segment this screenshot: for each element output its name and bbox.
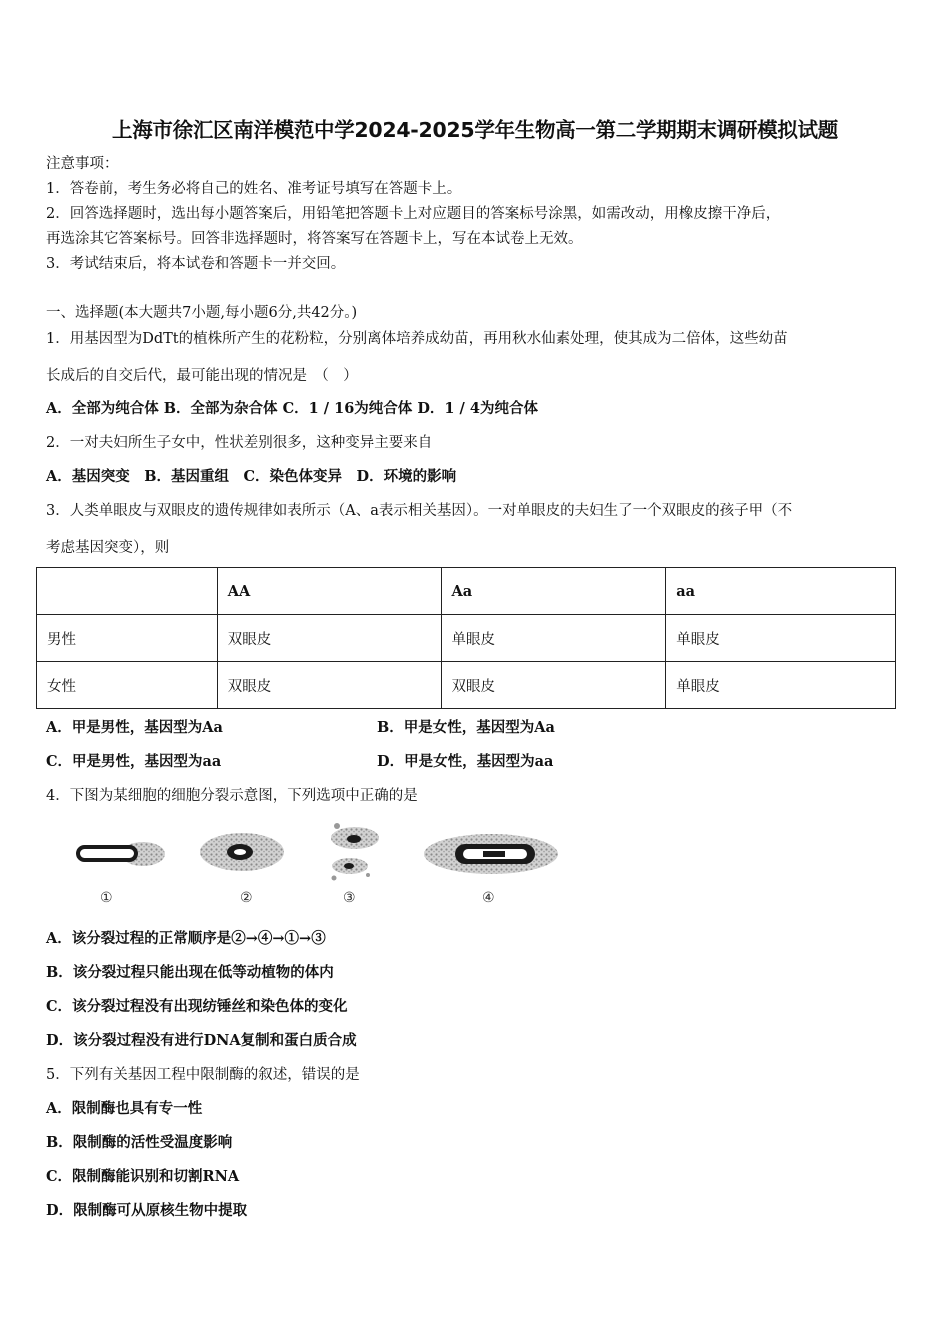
notice-item: 再选涂其它答案标号。回答非选择题时，将答案写在答题卡上，写在本试卷上无效。 xyxy=(46,231,583,247)
q5-option-d: D．限制酶可从原核生物中提取 xyxy=(46,1202,248,1219)
table-cell: 女性 xyxy=(37,662,218,709)
notice-heading: 注意事项： xyxy=(46,156,119,172)
figure-label-1: ① xyxy=(100,890,113,906)
notice-item: 3．考试结束后，将本试卷和答题卡一并交回。 xyxy=(46,256,346,272)
q5-option-a: A．限制酶也具有专一性 xyxy=(46,1100,203,1117)
cell-stage-1 xyxy=(78,842,165,866)
q3-option-c: C．甲是男性，基因型为aa xyxy=(46,753,222,770)
table-cell xyxy=(37,568,218,615)
table-cell: 双眼皮 xyxy=(217,662,441,709)
table-row xyxy=(37,615,896,662)
q5-option-c: C．限制酶能识别和切割RNA xyxy=(46,1168,240,1185)
q1-options: A．全部为纯合体 B．全部为杂合体 C．1 / 16为纯合体 D．1 / 4为纯合体 xyxy=(46,400,538,417)
q4-option-d: D．该分裂过程没有进行DNA复制和蛋白质合成 xyxy=(46,1032,357,1049)
table-cell: 男性 xyxy=(37,615,218,662)
figure-label-4: ④ xyxy=(482,890,495,906)
q5-stem: 5．下列有关基因工程中限制酶的叙述，错误的是 xyxy=(46,1067,360,1083)
q3-stem: 3．人类单眼皮与双眼皮的遗传规律如表所示（A、a表示相关基因）。一对单眼皮的夫妇生了一个双眼皮的孩子甲（不 xyxy=(46,503,793,519)
q3-option-d: D．甲是女性，基因型为aa xyxy=(377,753,554,770)
q2-options: A．基因突变 B．基因重组 C．染色体变异 D．环境的影响 xyxy=(46,468,457,485)
table-cell: 单眼皮 xyxy=(666,615,896,662)
q1-stem-cont: 长成后的自交后代，最可能出现的情况是 （ ） xyxy=(46,368,358,384)
notice-item: 2．回答选择题时，选出每小题答案后，用铅笔把答题卡上对应题目的答案标号涂黑，如需改动，用橡皮擦干净后， xyxy=(46,206,781,222)
q4-option-a: A．该分裂过程的正常顺序是②→④→①→③ xyxy=(46,930,326,947)
cell-stage-2 xyxy=(200,833,284,871)
table-row xyxy=(37,662,896,709)
q1-stem: 1．用基因型为DdTt的植株所产生的花粉粒，分别离体培养成幼苗，再用秋水仙素处理，使其成为二倍体，这些幼苗 xyxy=(46,331,788,347)
figure-label-3: ③ xyxy=(343,890,356,906)
q3-option-a: A．甲是男性，基因型为Aa xyxy=(46,719,223,736)
table-header-cell: Aa xyxy=(441,568,666,615)
table-header-row xyxy=(37,568,896,615)
page-title: 上海市徐汇区南洋模范中学2024-2025学年生物高一第二学期期末调研模拟试题 xyxy=(112,118,838,142)
q4-option-c: C．该分裂过程没有出现纺锤丝和染色体的变化 xyxy=(46,998,348,1015)
table-cell: 单眼皮 xyxy=(441,615,666,662)
q2-stem: 2．一对夫妇所生子女中，性状差别很多，这种变异主要来自 xyxy=(46,435,433,451)
cell-division-figure xyxy=(70,818,570,910)
table-header-cell: aa xyxy=(666,568,896,615)
table-cell: 双眼皮 xyxy=(217,615,441,662)
q4-stem: 4．下图为某细胞的细胞分裂示意图，下列选项中正确的是 xyxy=(46,788,418,804)
q5-option-b: B．限制酶的活性受温度影响 xyxy=(46,1134,233,1151)
notice-item: 1．答卷前，考生务必将自己的姓名、准考证号填写在答题卡上。 xyxy=(46,181,462,197)
section-heading: 一、选择题(本大题共7小题,每小题6分,共42分。) xyxy=(46,305,358,321)
table-cell: 双眼皮 xyxy=(441,662,666,709)
cell-stage-4 xyxy=(424,834,558,874)
figure-label-2: ② xyxy=(240,890,253,906)
table-cell: 单眼皮 xyxy=(666,662,896,709)
cell-stage-3 xyxy=(331,823,379,881)
q4-option-b: B．该分裂过程只能出现在低等动植物的体内 xyxy=(46,964,334,981)
table-header-cell: AA xyxy=(217,568,441,615)
eyelid-inheritance-table xyxy=(36,567,896,709)
q3-option-b: B．甲是女性，基因型为Aa xyxy=(377,719,555,736)
q3-stem-cont: 考虑基因突变），则 xyxy=(46,540,170,556)
